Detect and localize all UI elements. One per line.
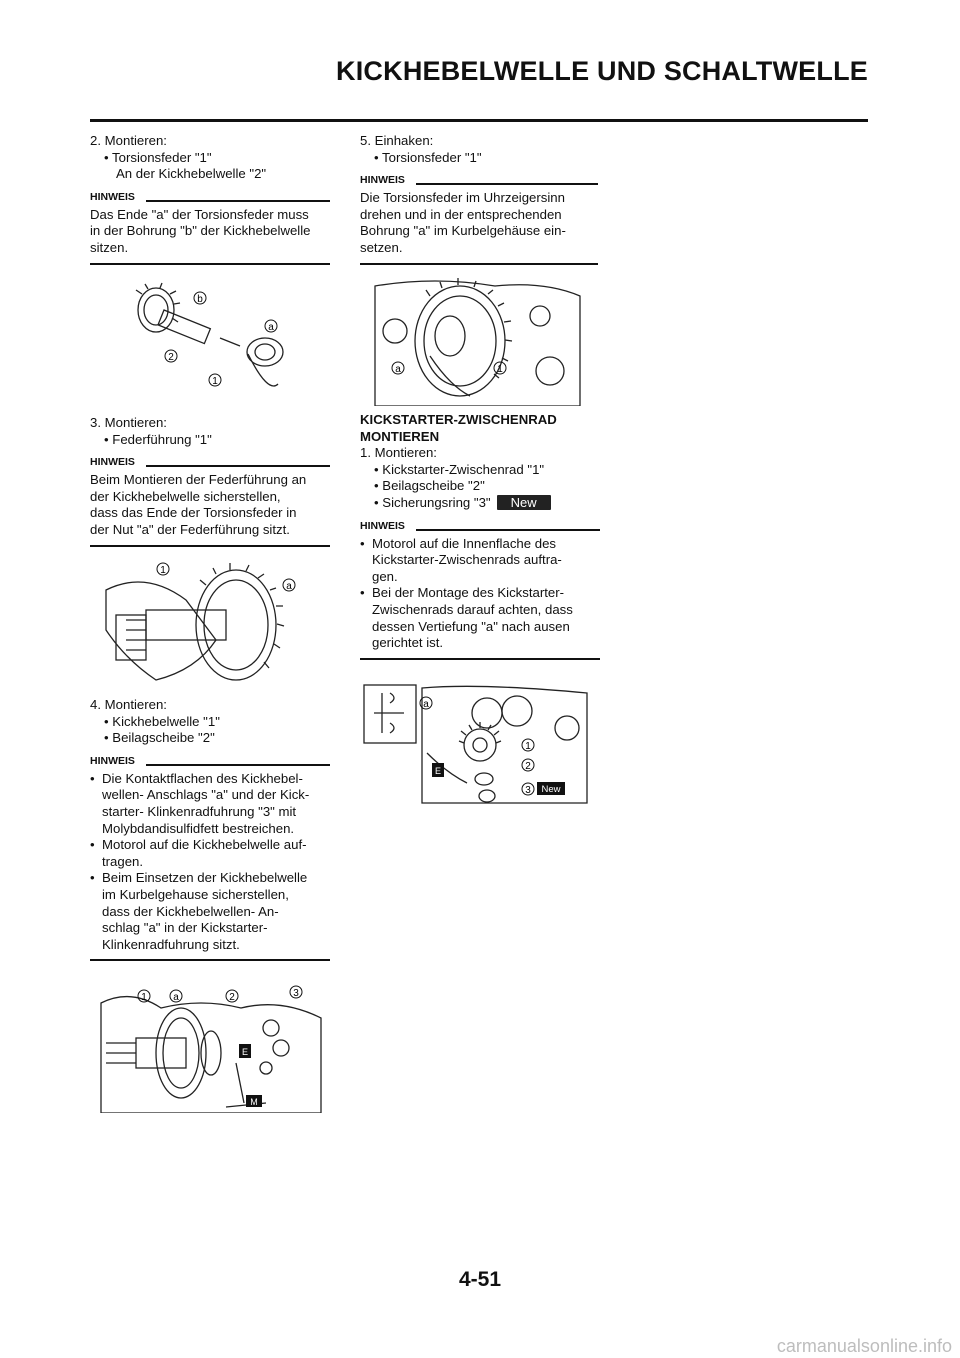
step1-title: 1. Montieren: <box>360 445 437 461</box>
figure-kickshaft-install <box>96 983 326 1113</box>
hinweis-label: HINWEIS <box>90 456 138 468</box>
hinweis-label: HINWEIS <box>360 174 408 186</box>
fig5-label-a: a <box>423 699 429 710</box>
note-line: Zwischenrads darauf achten, dass <box>372 601 573 617</box>
header-rule <box>90 119 868 122</box>
step5-item: • Torsionsfeder "1" <box>374 149 482 165</box>
figure-torsion-spring-shaft <box>120 280 300 410</box>
note-line: in der Bohrung "b" der Kickhebelwelle <box>90 223 311 239</box>
step5-title: 5. Einhaken: <box>360 133 434 148</box>
left-column <box>90 133 330 265</box>
note-line: • Die Kontaktflachen des Kickhebel- <box>102 770 303 786</box>
note-line: Molybdandisulfidfett bestreichen. <box>102 820 295 836</box>
fig2-label-1: 1 <box>160 565 166 576</box>
step2-item: • Torsionsfeder "1" <box>104 149 212 165</box>
note-bullet <box>90 837 330 870</box>
note-line: wellen- Anschlags "a" und der Kick- <box>102 787 310 803</box>
fig5-label-3: 3 <box>525 785 531 796</box>
fig3-mark-e: E <box>241 1047 249 1057</box>
watermark: carmanualsonline.info <box>776 1336 952 1356</box>
note-line: setzen. <box>360 239 403 255</box>
step5-note <box>360 190 598 256</box>
note-line: dessen Vertiefung "a" nach ausen <box>372 618 570 634</box>
fig5-label-2: 2 <box>525 761 531 772</box>
step3-note <box>90 472 330 538</box>
fig3-mark-m: M <box>250 1097 258 1107</box>
hinweis-header <box>360 174 598 187</box>
fig1-label-1: 1 <box>212 376 218 387</box>
note-line: dass das Ende der Torsionsfeder in <box>90 505 297 521</box>
hinweis-header <box>360 520 600 533</box>
fig3-label-a: a <box>173 992 179 1003</box>
fig4-label-a: a <box>395 364 401 375</box>
note-line: • Motorol auf die Innenflache des <box>372 535 557 551</box>
step3-item: • Federführung "1" <box>104 431 212 447</box>
step2-note <box>90 207 330 257</box>
note-line: gen. <box>372 568 398 584</box>
note-bullet <box>360 585 600 651</box>
step4-item: • Kickhebelwelle "1" <box>104 713 220 729</box>
fig1-label-b: b <box>197 294 203 305</box>
hinweis-header <box>90 755 330 768</box>
note-line: Die Torsionsfeder im Uhrzeigersinn <box>360 190 565 206</box>
note-line: Kickstarter-Zwischenrads auftra- <box>372 552 562 568</box>
hinweis-header <box>90 456 330 469</box>
step4-title: 4. Montieren: <box>90 697 167 712</box>
hinweis-label: HINWEIS <box>90 755 138 767</box>
figure-spring-guide <box>96 560 311 690</box>
note-line: starter- Klinkenradfuhrung "3" mit <box>102 803 297 819</box>
fig1-label-a: a <box>268 322 274 333</box>
note-line: tragen. <box>102 853 144 869</box>
fig3-label-1: 1 <box>141 992 147 1003</box>
note-line: sitzen. <box>90 239 129 255</box>
note-line: drehen und in der entsprechenden <box>360 206 562 222</box>
section-title: KICKSTARTER-ZWISCHENRAD <box>360 412 557 427</box>
note-line: • Beim Einsetzen der Kickhebelwelle <box>102 870 308 886</box>
step3-title: 3. Montieren: <box>90 415 167 430</box>
figure-spring-hook <box>370 276 585 406</box>
hinweis-label: HINWEIS <box>90 191 138 203</box>
step2-item-cont: An der Kickhebelwelle "2" <box>116 166 267 182</box>
step4-item: • Beilagscheibe "2" <box>104 730 215 746</box>
note-bullet <box>360 536 600 586</box>
fig3-label-3: 3 <box>293 988 299 999</box>
fig3-label-2: 2 <box>229 992 235 1003</box>
hinweis-label: HINWEIS <box>360 520 408 532</box>
page-title: KICKHEBELWELLE UND SCHALTWELLE <box>336 56 868 86</box>
section-title: MONTIEREN <box>360 428 440 444</box>
fig5-new-badge: New <box>541 784 561 795</box>
note-line: Beim Montieren der Federführung an <box>90 472 307 488</box>
note-line: der Kickhebelwelle sicherstellen, <box>90 488 281 504</box>
step1-item <box>374 495 600 512</box>
page-number: 4-51 <box>458 1268 502 1291</box>
note-bullet <box>90 870 330 953</box>
step1-item-text: • Sicherungsring "3" <box>374 494 491 510</box>
note-line: Das Ende "a" der Torsionsfeder muss <box>90 206 309 222</box>
step1-notes <box>360 536 600 652</box>
step1-item: • Kickstarter-Zwischenrad "1" <box>374 461 545 477</box>
step5-block <box>360 133 598 265</box>
note-line: der Nut "a" der Federführung sitzt. <box>90 521 290 537</box>
note-bullet <box>90 771 330 837</box>
hinweis-header <box>90 191 330 204</box>
figure-idle-gear <box>362 683 594 813</box>
note-line: gerichtet ist. <box>372 635 444 651</box>
fig4-label-1: 1 <box>497 364 503 375</box>
note-line: • Bei der Montage des Kickstarter- <box>372 585 565 601</box>
note-line: im Kurbelgehause sicherstellen, <box>102 886 289 902</box>
note-line: schlag "a" in der Kickstarter- <box>102 920 268 936</box>
idle-gear-section <box>360 412 600 660</box>
new-badge: New <box>497 495 551 510</box>
step4-block <box>90 697 330 961</box>
note-line: dass der Kickhebelwellen- An- <box>102 903 279 919</box>
step3-block <box>90 415 330 547</box>
fig1-label-2: 2 <box>168 352 174 363</box>
note-line: Bohrung "a" im Kurbelgehäuse ein- <box>360 223 566 239</box>
fig5-label-1: 1 <box>525 741 531 752</box>
step1-item: • Beilagscheibe "2" <box>374 478 485 494</box>
step4-notes <box>90 771 330 954</box>
note-line: • Motorol auf die Kickhebelwelle auf- <box>102 837 307 853</box>
fig2-label-a: a <box>286 581 292 592</box>
step2-title: 2. Montieren: <box>90 133 167 148</box>
note-line: Klinkenradfuhrung sitzt. <box>102 936 240 952</box>
fig5-mark-e: E <box>434 766 442 776</box>
